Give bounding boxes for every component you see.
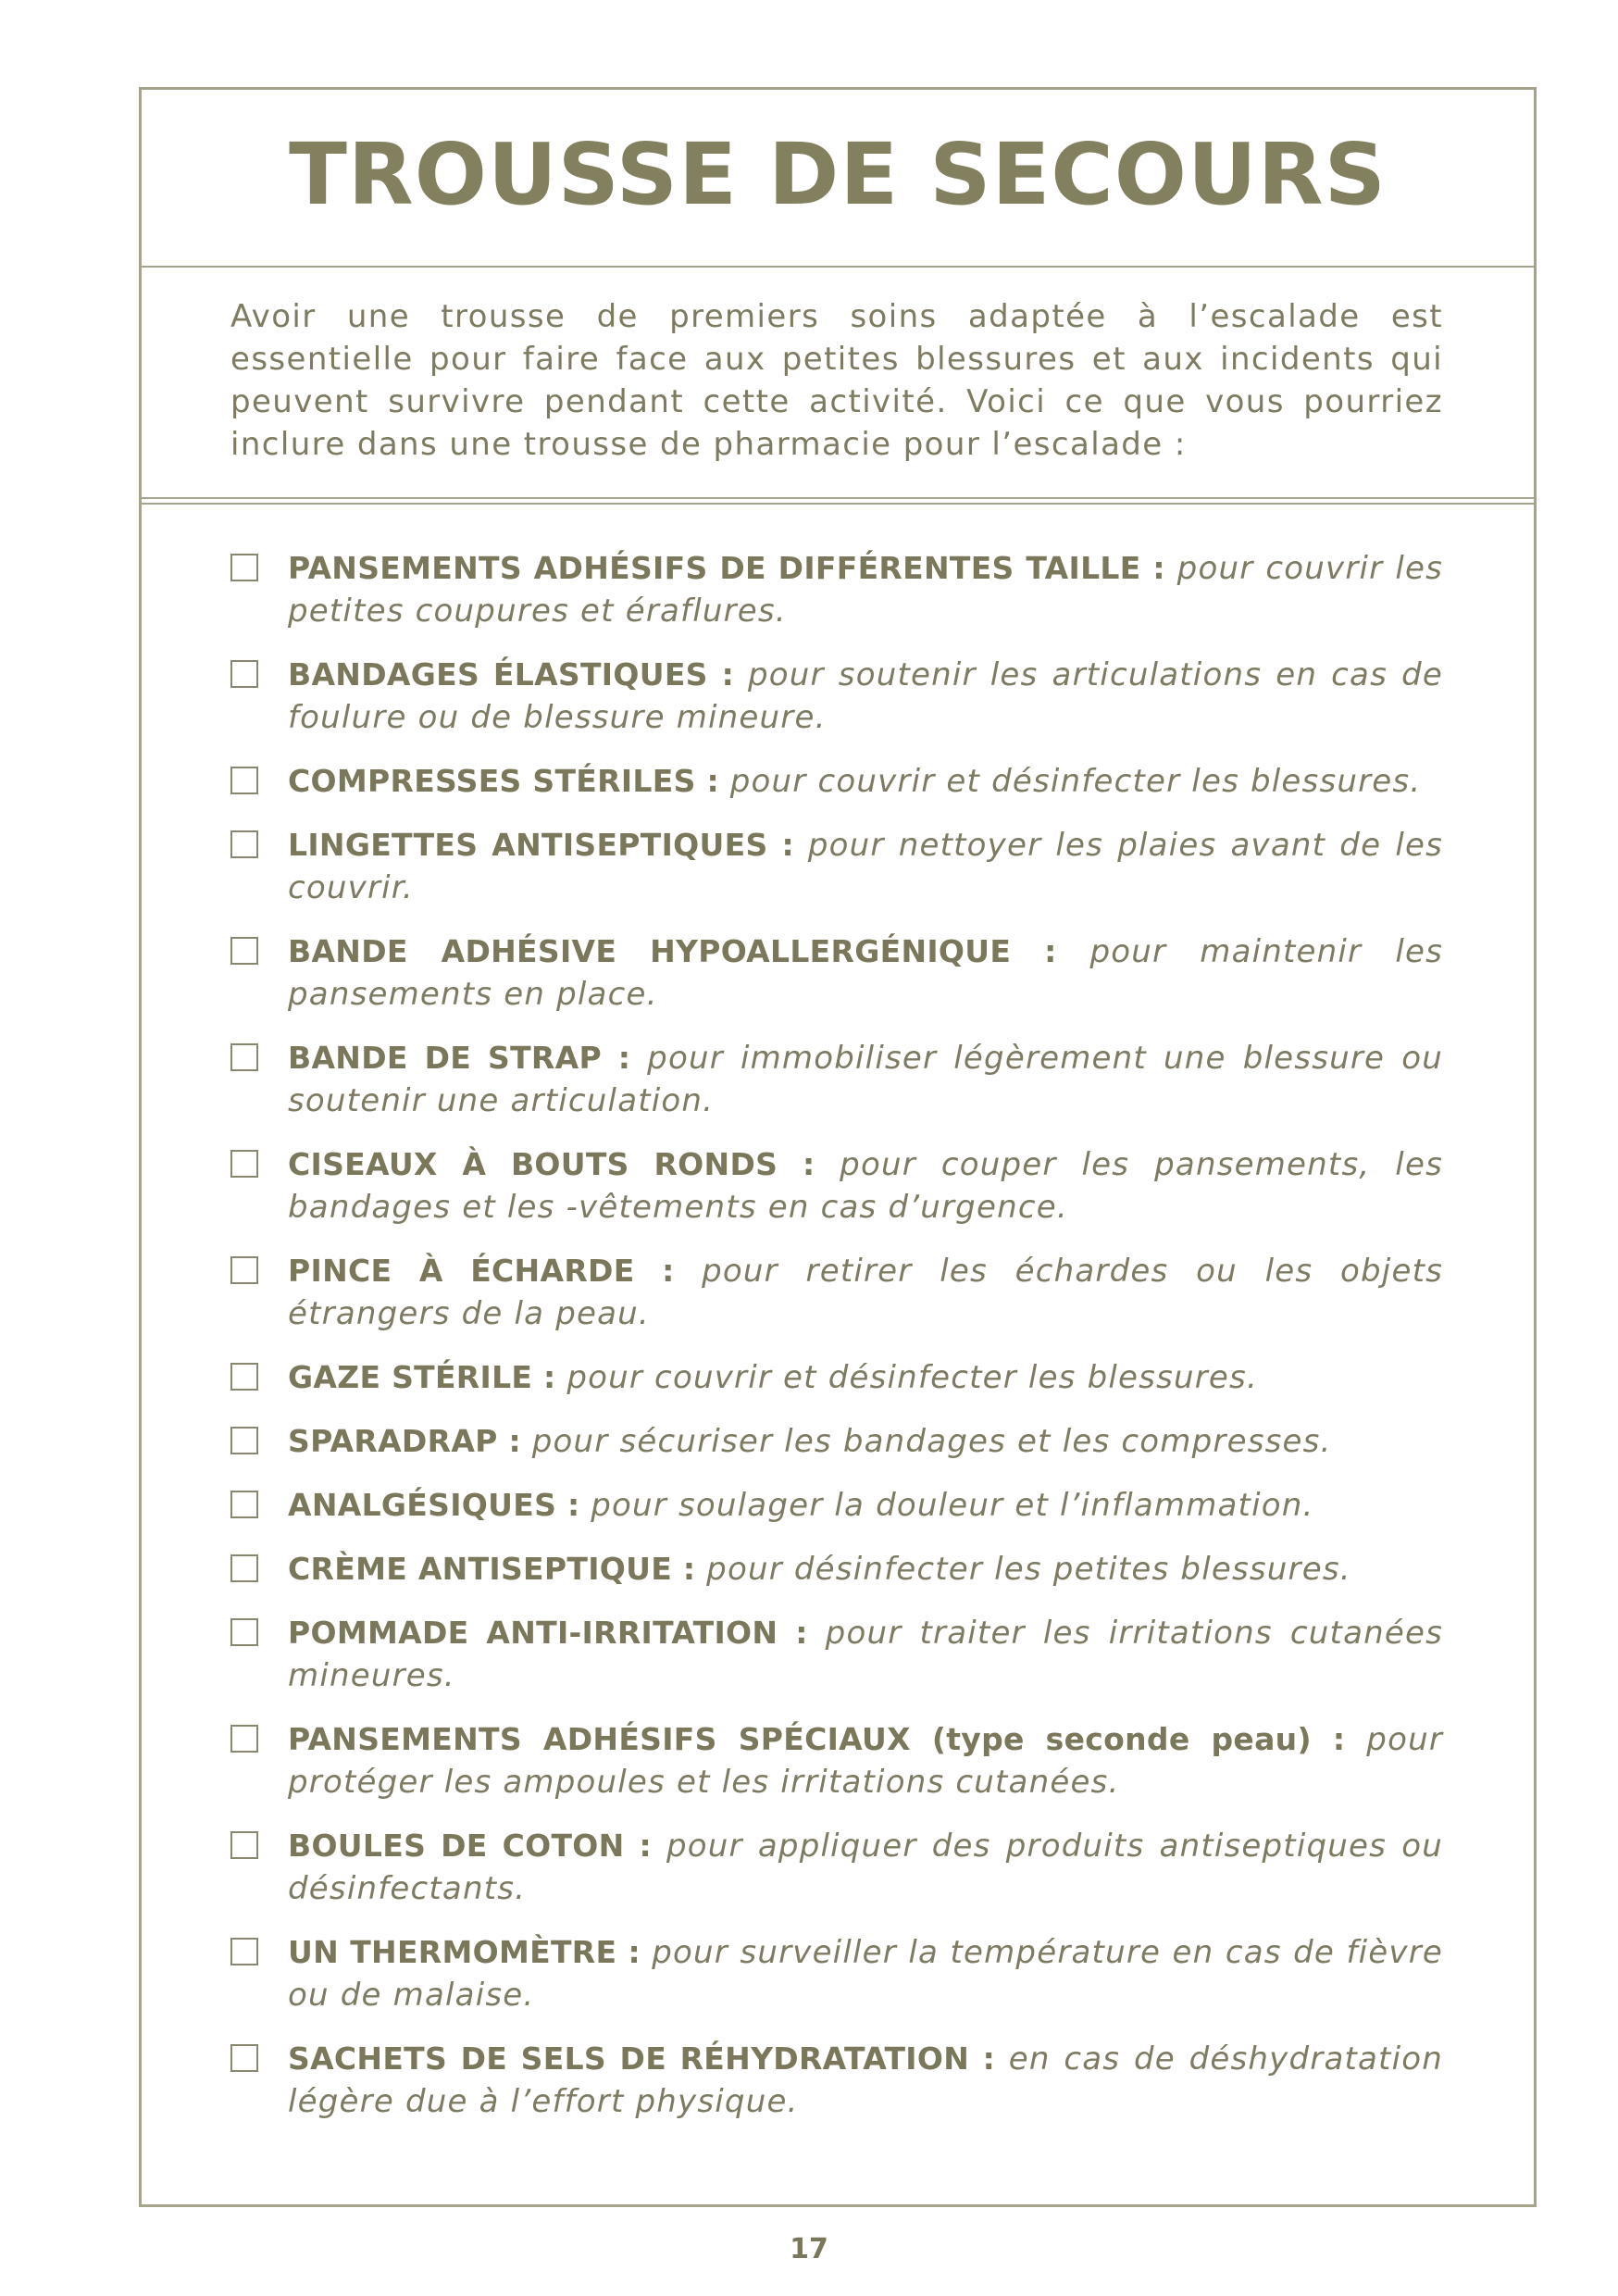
checkbox[interactable] xyxy=(230,1725,258,1753)
intro-paragraph: Avoir une trousse de premiers soins adaptée à l’escalade est essentielle pour faire face aux petites blessures et aux incidents qui peuvent survivre pendant cette activité. Voici ce que vous pourriez inclure dans une trousse de pharmacie pour l’escalade : xyxy=(230,298,1443,463)
item-term: BANDE ADHÉSIVE HYPOALLERGÉNIQUE xyxy=(288,933,1012,969)
title-box xyxy=(142,90,1534,268)
checkbox[interactable] xyxy=(230,554,258,581)
checkbox[interactable] xyxy=(230,1363,258,1391)
checkbox[interactable] xyxy=(230,1256,258,1284)
item-term: PINCE À ÉCHARDE xyxy=(288,1253,635,1289)
item-term: BOULES DE COTON xyxy=(288,1828,625,1864)
item-term: POMMADE ANTI-IRRITATION xyxy=(288,1615,778,1651)
page-frame xyxy=(139,87,1537,2207)
checklist-item xyxy=(230,760,1443,803)
item-term: UN THERMOMÈTRE xyxy=(288,1934,617,1970)
checkbox[interactable] xyxy=(230,937,258,965)
item-separator: : xyxy=(1140,550,1177,586)
item-description: pour protéger les ampoules et les irritations cutanées. xyxy=(288,1721,1444,1801)
item-separator: : xyxy=(767,827,808,863)
item-term: LINGETTES ANTISEPTIQUES xyxy=(288,827,768,863)
item-term: PANSEMENTS ADHÉSIFS SPÉCIAUX (type seconde peau) xyxy=(288,1721,1312,1757)
item-separator: : xyxy=(616,1934,653,1970)
item-term: GAZE STÉRILE xyxy=(288,1359,533,1395)
item-term: ANALGÉSIQUES xyxy=(288,1487,557,1523)
item-description: pour couper les pansements, les bandages et les -vêtements en cas d’urgence. xyxy=(288,1146,1443,1226)
item-description: en cas de déshydratation légère due à l’effort physique. xyxy=(288,2040,1443,2120)
checklist-item xyxy=(230,654,1443,739)
item-description: pour couvrir et désinfecter les blessures. xyxy=(566,1359,1258,1396)
checklist-item xyxy=(230,1250,1443,1335)
checkbox[interactable] xyxy=(230,1831,258,1859)
checklist-item xyxy=(230,1931,1443,2016)
checkbox[interactable] xyxy=(230,830,258,858)
checklist-item xyxy=(230,1420,1443,1463)
item-separator: : xyxy=(778,1615,826,1651)
item-term: CISEAUX À BOUTS RONDS xyxy=(288,1146,778,1182)
checkbox[interactable] xyxy=(230,767,258,794)
checkbox[interactable] xyxy=(230,1938,258,1965)
checklist-item xyxy=(230,1612,1443,1697)
double-divider xyxy=(142,497,1534,505)
checkbox[interactable] xyxy=(230,1554,258,1582)
checkbox[interactable] xyxy=(230,1150,258,1178)
item-separator: : xyxy=(1311,1721,1367,1757)
checklist-item xyxy=(230,1143,1443,1229)
checklist-item xyxy=(230,930,1443,1016)
item-separator: : xyxy=(695,763,730,799)
checklist-item xyxy=(230,547,1443,632)
checkbox[interactable] xyxy=(230,660,258,688)
item-description: pour désinfecter les petites blessures. xyxy=(706,1551,1351,1588)
checklist-item xyxy=(230,2038,1443,2123)
checkbox[interactable] xyxy=(230,1043,258,1071)
checkbox[interactable] xyxy=(230,2044,258,2072)
checklist xyxy=(230,547,1443,2144)
item-term: SPARADRAP xyxy=(288,1423,498,1459)
item-description: pour nettoyer les plaies avant de les couvrir. xyxy=(288,827,1443,906)
checklist-item xyxy=(230,1037,1443,1122)
checklist-item xyxy=(230,1484,1443,1527)
checklist-item xyxy=(230,1718,1443,1803)
item-separator: : xyxy=(601,1040,648,1076)
item-separator: : xyxy=(778,1146,840,1182)
item-separator: : xyxy=(707,656,748,693)
item-term: CRÈME ANTISEPTIQUE xyxy=(288,1551,673,1587)
item-description: pour immobiliser légèrement une blessure ou soutenir une articulation. xyxy=(288,1040,1443,1119)
checklist-item xyxy=(230,1548,1443,1591)
item-term: PANSEMENTS ADHÉSIFS DE DIFFÉRENTES TAILLE xyxy=(288,550,1141,586)
item-description: pour sécuriser les bandages et les compresses. xyxy=(531,1423,1332,1460)
item-separator: : xyxy=(969,2040,1009,2077)
checklist-item xyxy=(230,1825,1443,1910)
item-separator: : xyxy=(672,1551,707,1587)
page-title: TROUSSE DE SECOURS xyxy=(289,124,1387,224)
item-separator: : xyxy=(497,1423,532,1459)
checkbox[interactable] xyxy=(230,1491,258,1518)
item-term: COMPRESSES STÉRILES xyxy=(288,763,696,799)
checklist-item xyxy=(230,1356,1443,1399)
item-description: pour maintenir les pansements en place. xyxy=(288,933,1443,1013)
checkbox[interactable] xyxy=(230,1618,258,1646)
item-description: pour appliquer des produits antiseptiques ou désinfectants. xyxy=(288,1828,1443,1907)
checklist-item xyxy=(230,824,1443,909)
item-term: BANDAGES ÉLASTIQUES xyxy=(288,656,708,693)
item-description: pour soutenir les articulations en cas de foulure ou de blessure mineure. xyxy=(288,656,1443,736)
item-term: BANDE DE STRAP xyxy=(288,1040,602,1076)
checkbox[interactable] xyxy=(230,1427,258,1454)
item-description: pour traiter les irritations cutanées mineures. xyxy=(288,1615,1444,1694)
item-separator: : xyxy=(1011,933,1090,969)
item-description: pour soulager la douleur et l’inflammation. xyxy=(591,1487,1314,1524)
item-separator: : xyxy=(624,1828,666,1864)
item-description: pour couvrir et désinfecter les blessures. xyxy=(729,763,1422,800)
item-term: SACHETS DE SELS DE RÉHYDRATATION xyxy=(288,2040,970,2077)
item-description: pour surveiller la température en cas de fièvre ou de malaise. xyxy=(288,1934,1443,2014)
item-description: pour retirer les échardes ou les objets étrangers de la peau. xyxy=(288,1253,1444,1332)
item-separator: : xyxy=(634,1253,703,1289)
page-number: 17 xyxy=(790,2233,828,2265)
item-separator: : xyxy=(556,1487,591,1523)
item-separator: : xyxy=(532,1359,567,1395)
item-description: pour couvrir les petites coupures et éraflures. xyxy=(288,550,1444,630)
